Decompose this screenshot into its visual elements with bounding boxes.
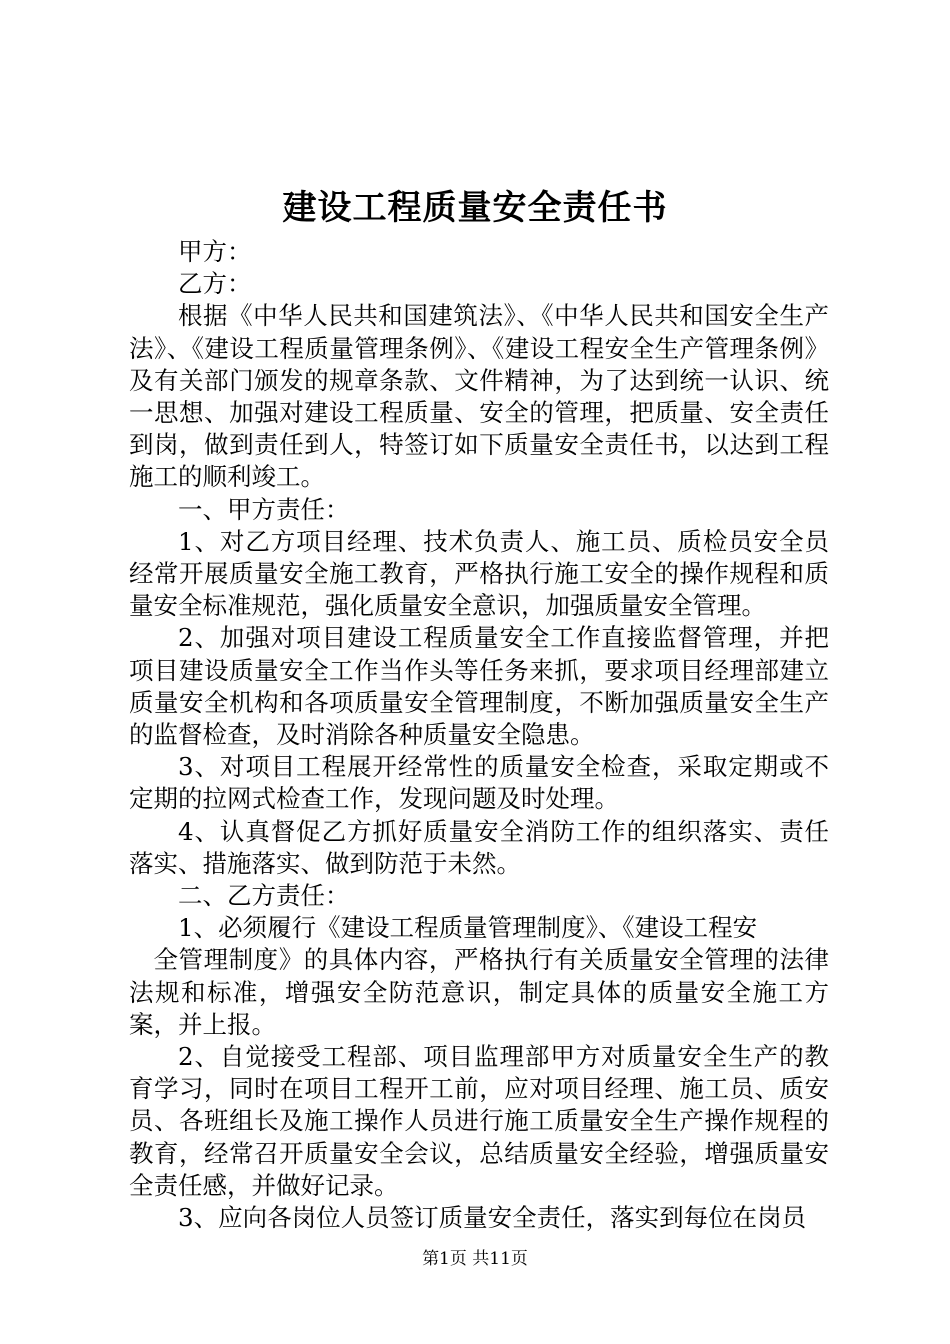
party-a-clause-3: 3、对项目工程展开经常性的质量安全检查，采取定期或不定期的拉网式检查工作，发现问题及时处理。 [129, 752, 829, 814]
party-b-clause-3: 3、应向各岗位人员签订质量安全责任，落实到每位在岗员 [178, 1203, 807, 1233]
page-number-footer: 第1页 共11页 [422, 1249, 528, 1269]
section-heading-party-b: 二、乙方责任： [178, 881, 350, 911]
party-b-clause-1-start: 1、必须履行《建设工程质量管理制度》、《建设工程安 [178, 913, 758, 943]
document-title: 建设工程质量安全责任书 [282, 188, 668, 228]
party-a-clause-1: 1、对乙方项目经理、技术负责人、施工员、质检员安全员经常开展质量安全施工教育，严格执行施工安全的操作规程和质量安全标准规范，强化质量安全意识，加强质量安全管理。 [129, 526, 829, 621]
intro-paragraph: 根据《中华人民共和国建筑法》、《中华人民共和国安全生产法》、《建设工程质量管理条例》、《建设工程安全生产管理条例》及有关部门颁发的规章条款、文件精神，为了达到统一认识、统一思想、加强对建设工程质量、安全的管理，把质量、安全责任到岗，做到责任到人，特签订如下质量安全责任书，以达到工程施工的顺利竣工。 [129, 301, 829, 492]
section-heading-party-a: 一、甲方责任： [178, 494, 350, 524]
party-b-line: 乙方： [178, 269, 252, 299]
party-a-clause-2: 2、加强对项目建设工程质量安全工作直接监督管理，并把项目建设质量安全工作当作头等任务来抓，要求项目经理部建立质量安全机构和各项质量安全管理制度，不断加强质量安全生产的监督检查，及时消除各种质量安全隐患。 [129, 623, 829, 750]
party-b-clause-2: 2、自觉接受工程部、项目监理部甲方对质量安全生产的教育学习，同时在项目工程开工前，应对项目经理、施工员、质安员、各班组长及施工操作人员进行施工质量安全生产操作规程的教育，经常召开质量安全会议，总结质量安全经验，增强质量安全责任感，并做好记录。 [129, 1042, 829, 1200]
document-body [129, 236, 829, 1234]
party-a-clause-4: 4、认真督促乙方抓好质量安全消防工作的组织落实、责任落实、措施落实、做到防范于未然。 [129, 816, 829, 878]
party-b-clause-1-continued: 全管理制度》的具体内容，严格执行有关质量安全管理的法律法规和标准，增强安全防范意识，制定具体的质量安全施工方案，并上报。 [129, 945, 829, 1039]
party-a-line: 甲方： [178, 237, 252, 266]
